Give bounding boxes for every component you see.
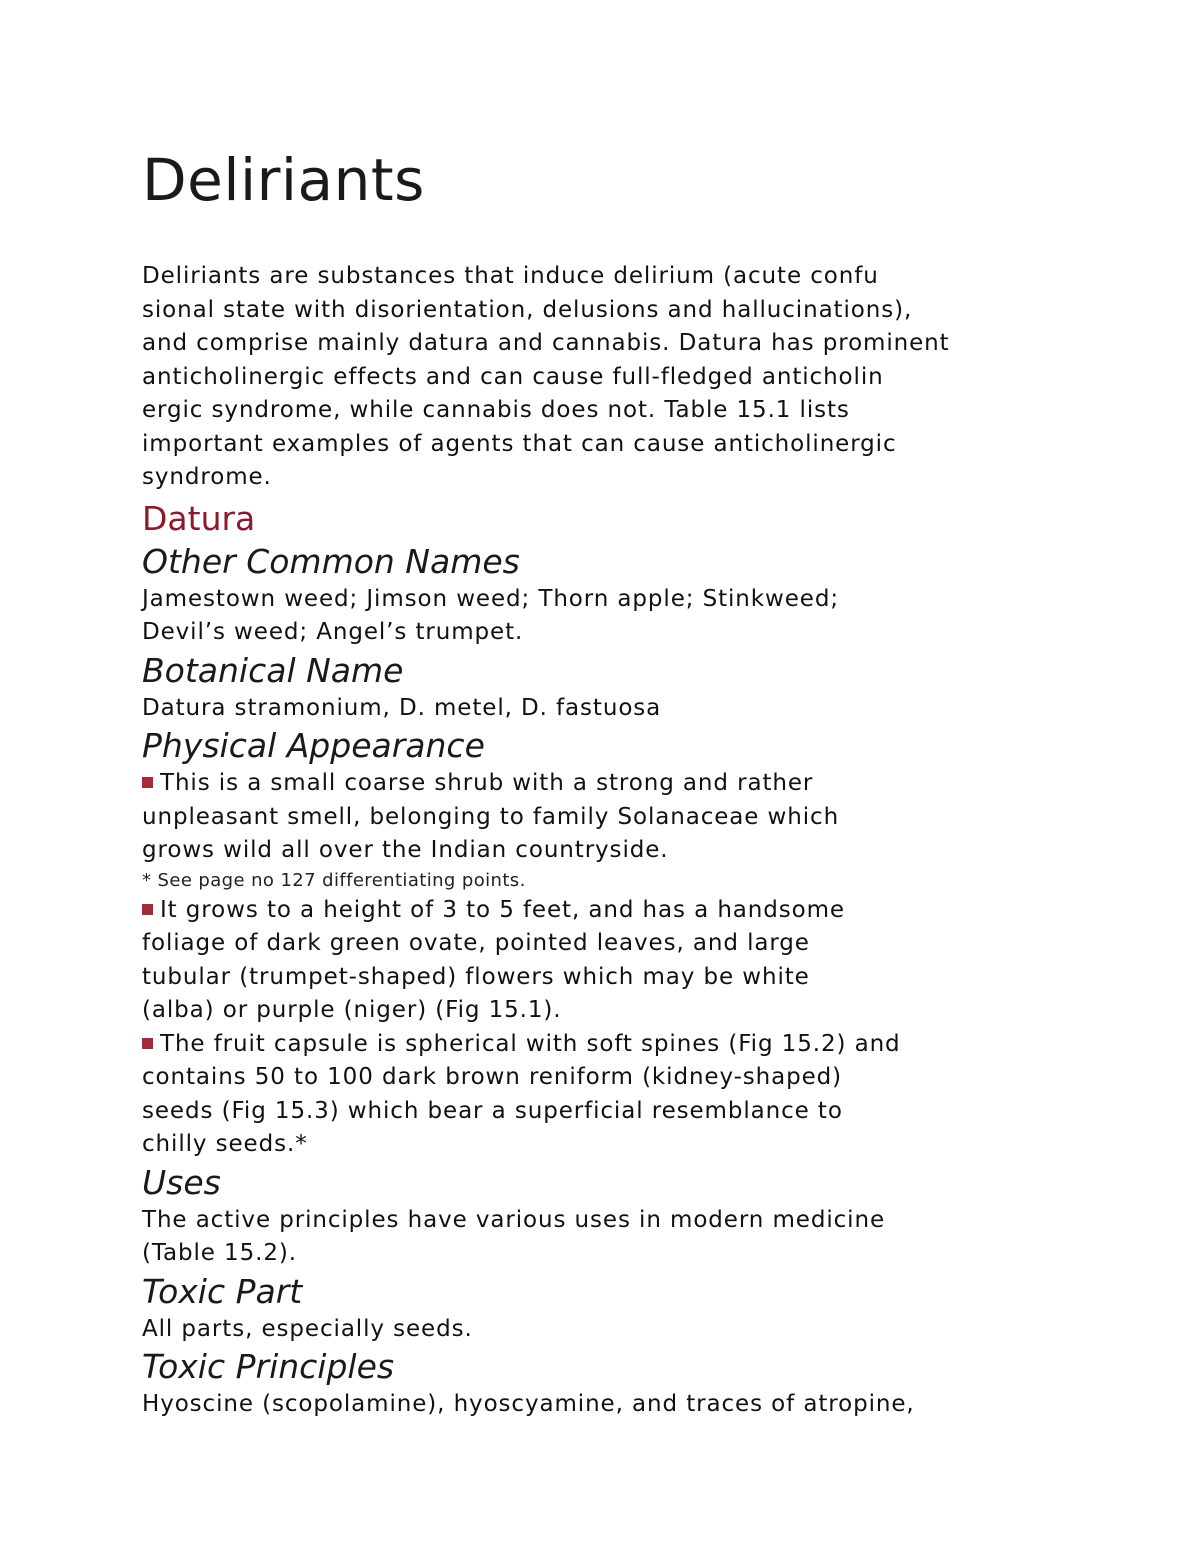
subheading-physical-appearance: Physical Appearance: [142, 726, 485, 765]
text-line: Devil’s weed; Angel’s trumpet.: [142, 619, 524, 645]
text-line: unpleasant smell, belonging to family Solanaceae which: [142, 803, 840, 830]
other-names-paragraph: [142, 583, 1082, 650]
text-line: Jamestown weed; Jimson weed; Thorn apple; Stinkweed;: [142, 585, 839, 612]
text-line: Datura stramonium, D. metel, D. fastuosa: [142, 694, 662, 721]
subheading-toxic-principles: Toxic Principles: [142, 1347, 395, 1386]
section-heading-datura: Datura: [142, 498, 256, 538]
bullet-text: It grows to a height of 3 to 5 feet, and has a handsome: [160, 896, 845, 923]
subheading-uses: Uses: [142, 1162, 221, 1202]
uses-paragraph: [142, 1204, 1082, 1271]
text-line: tubular (trumpet-shaped) flowers which may be white: [142, 963, 810, 990]
bullet-text: This is a small coarse shrub with a strong and rather: [160, 770, 814, 796]
bullet-square-icon: [142, 1038, 153, 1049]
text-line: foliage of dark green ovate, pointed leaves, and large: [142, 930, 810, 956]
bullet-item: [142, 894, 1082, 1028]
intro-line: sional state with disorientation, delusions and hallucinations),: [142, 296, 913, 323]
intro-paragraph: [142, 260, 1082, 495]
intro-line: anticholinergic effects and can cause full-fledged anticholin: [142, 363, 884, 390]
intro-line: and comprise mainly datura and cannabis. Datura has prominent: [142, 330, 950, 356]
text-line: (Table 15.2).: [142, 1240, 297, 1266]
page-title: Deliriants: [142, 146, 425, 214]
bullet-square-icon: [142, 777, 153, 788]
text-line: seeds (Fig 15.3) which bear a superficial resemblance to: [142, 1097, 843, 1124]
footnote-reference: * See page no 127 differentiating points.: [142, 869, 526, 891]
toxic-principles-paragraph: [142, 1388, 1082, 1422]
text-line: The active principles have various uses in modern medicine: [142, 1206, 885, 1233]
bullet-item: [142, 767, 1082, 868]
text-line: [142, 767, 1082, 801]
bullet-item: [142, 1028, 1082, 1162]
bullet-text: The fruit capsule is spherical with soft spines (Fig 15.2) and: [160, 1030, 901, 1057]
botanical-name-paragraph: [142, 692, 1082, 726]
intro-line: important examples of agents that can cause anticholinergic: [142, 430, 897, 457]
intro-line: syndrome.: [142, 464, 272, 490]
text-line: (alba) or purple (niger) (Fig 15.1).: [142, 997, 562, 1023]
subheading-toxic-part: Toxic Part: [142, 1271, 303, 1311]
text-line: [142, 1028, 1082, 1062]
intro-line: ergic syndrome, while cannabis does not. Table 15.1 lists: [142, 397, 850, 423]
intro-line: Deliriants are substances that induce delirium (acute confu: [142, 263, 879, 289]
text-line: [142, 894, 1082, 928]
subheading-botanical-name: Botanical Name: [142, 650, 404, 690]
text-line: Hyoscine (scopolamine), hyoscyamine, and traces of atropine,: [142, 1391, 915, 1417]
subheading-other-names: Other Common Names: [142, 541, 520, 581]
text-line: All parts, especially seeds.: [142, 1315, 473, 1342]
text-line: chilly seeds.*: [142, 1131, 308, 1157]
bullet-square-icon: [142, 904, 153, 915]
document-page: [142, 138, 1082, 1422]
toxic-part-paragraph: [142, 1313, 1082, 1347]
text-line: grows wild all over the Indian countryside.: [142, 837, 669, 863]
text-line: contains 50 to 100 dark brown reniform (kidney-shaped): [142, 1064, 843, 1090]
